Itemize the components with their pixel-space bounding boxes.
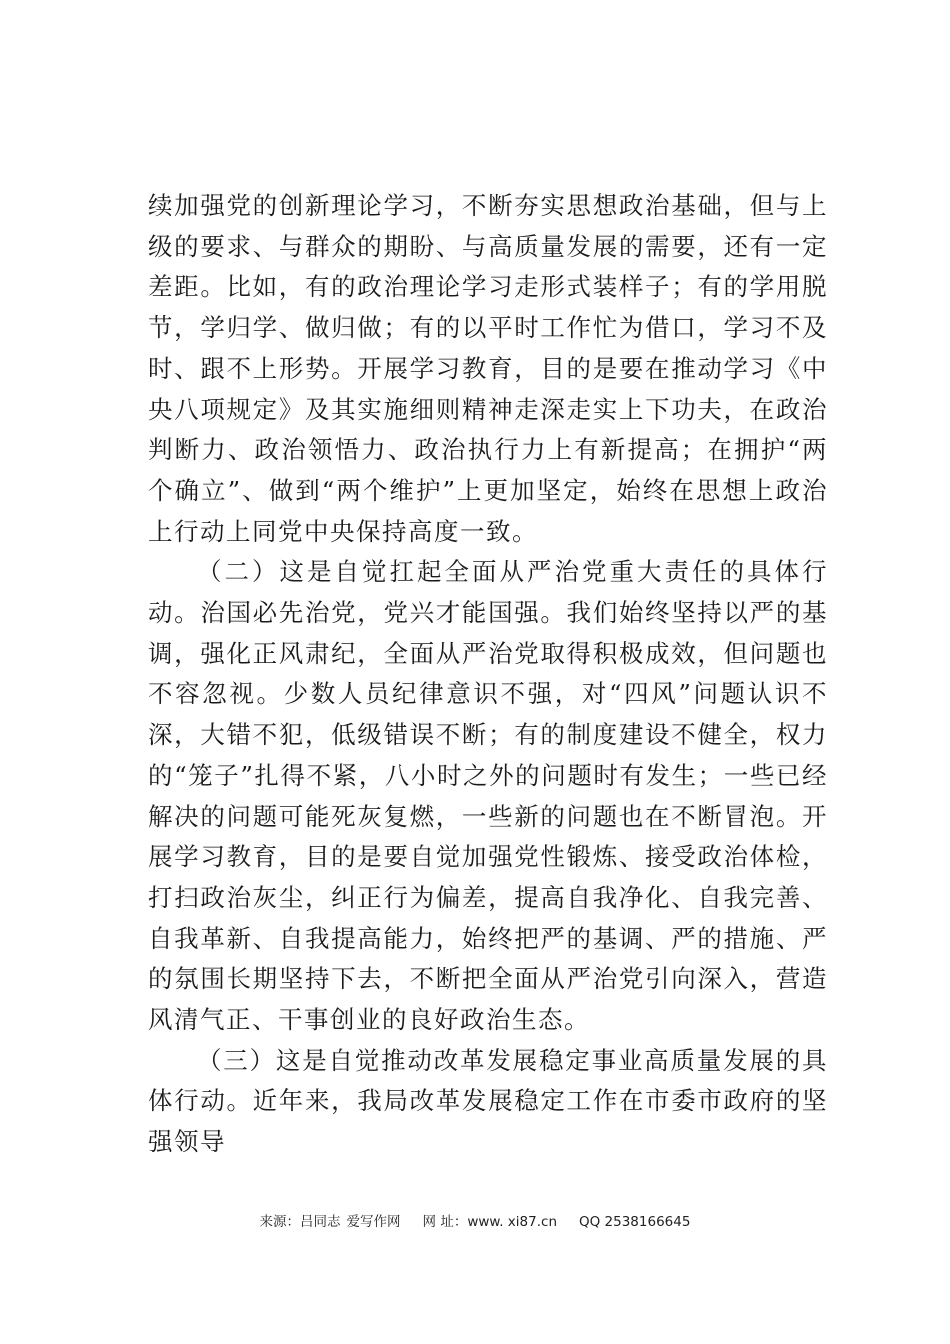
footer-source: 来源：吕同志 xyxy=(259,1214,341,1230)
page-footer xyxy=(0,1210,950,1230)
footer-site-name: 爱写作网 xyxy=(346,1214,401,1230)
footer-url: www. xi87.cn xyxy=(467,1214,557,1230)
footer-qq: QQ 2538166645 xyxy=(579,1214,691,1230)
paragraph-section-two: （二）这是自觉扛起全面从严治党重大责任的具体行动。治国必先治党，党兴才能国强。我们始终坚持以严的基调，强化正风肃纪，全面从严治党取得积极成效，但问题也不容忽视。少数人员纪律意识不强，对“四风”问题认识不深，大错不犯，低级错误不断；有的制度建设不健全，权力的“笼子”扎得不紧，八小时之外的问题时有发生；一些已经解决的问题可能死灰复燃，一些新的问题也在不断冒泡。开展学习教育，目的是要自觉加强党性锻炼、接受政治体检，打扫政治灰尘，纠正行为偏差，提高自我净化、自我完善、自我革新、自我提高能力，始终把严的基调、严的措施、严的氛围长期坚持下去，不断把全面从严治党引向深入，营造风清气正、干事创业的良好政治生态。 xyxy=(148,557,828,1035)
paragraph-section-three: （三）这是自觉推动改革发展稳定事业高质量发展的具体行动。近年来，我局改革发展稳定工作在市委市政府的坚强领导 xyxy=(148,1045,828,1157)
footer-url-label: 网 址： xyxy=(422,1214,468,1230)
body-text xyxy=(148,186,828,1163)
paragraph-continuation: 续加强党的创新理论学习，不断夯实思想政治基础，但与上级的要求、与群众的期盼、与高质量发展的需要，还有一定差距。比如，有的政治理论学习走形式装样子；有的学用脱节，学归学、做归做；有的以平时工作忙为借口，学习不及时、跟不上形势。开展学习教育，目的是要在推动学习《中央八项规定》及其实施细则精神走深走实上下功夫，在政治判断力、政治领悟力、政治执行力上有新提高；在拥护“两个确立”、做到“两个维护”上更加坚定，始终在思想上政治上行动上同党中央保持高度一致。 xyxy=(148,191,828,546)
